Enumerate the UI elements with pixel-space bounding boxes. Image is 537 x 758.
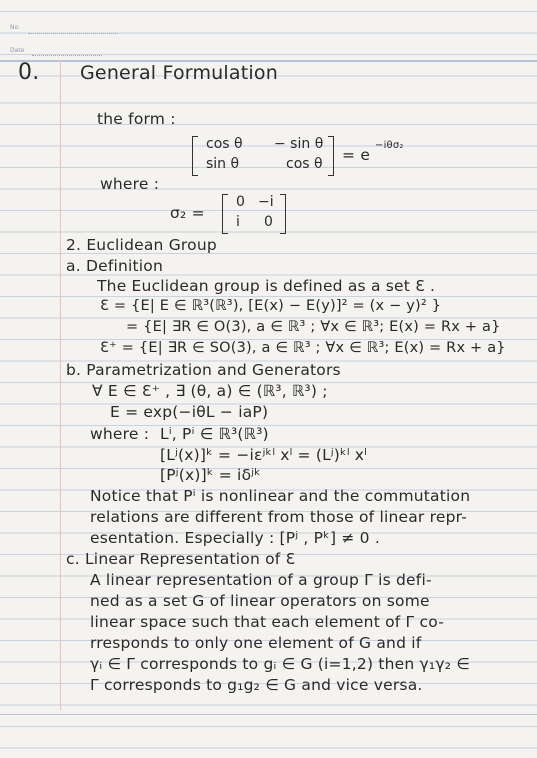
line-b3: Lⁱ, Pⁱ ∈ ℝ³(ℝ³)	[160, 425, 269, 443]
line-b7: relations are different from those of linear repr-	[90, 508, 467, 526]
heading-linear-representation: c. Linear Representation of Ɛ	[66, 550, 296, 568]
line-b6: Notice that Pⁱ is nonlinear and the commutation	[90, 487, 471, 505]
matrix1-left-bracket	[192, 136, 198, 176]
heading-parametrization: b. Parametrization and Generators	[66, 361, 341, 379]
matrix2-d: 0	[264, 214, 273, 230]
line-a3: = {E| ∃R ∈ O(3), a ∈ ℝ³ ; ∀x ∈ ℝ³; E(x) = Rx + a}	[126, 319, 501, 335]
no-underline	[28, 33, 118, 34]
matrix1-b: − sin θ	[274, 136, 324, 152]
rhs-exponent: −iθσ₂	[375, 140, 404, 151]
line-c2: ned as a set G of linear operators on some	[90, 592, 430, 610]
matrix2-c: i	[236, 214, 240, 230]
section-title: General Formulation	[80, 62, 278, 84]
line-b3-label: where :	[90, 425, 150, 443]
matrix2-right-bracket	[280, 194, 286, 234]
line-c1: A linear representation of a group Γ is defi-	[90, 571, 432, 589]
matrix1-a: cos θ	[206, 136, 243, 152]
line-b5: [Pʲ(x)]ᵏ = iδʲᵏ	[160, 466, 261, 484]
line-c3: linear space such that each element of Γ co-	[90, 613, 445, 631]
line-a1: The Euclidean group is defined as a set Ɛ .	[97, 277, 436, 295]
section-number: 0.	[18, 60, 40, 85]
bottom-rule	[0, 714, 537, 715]
no-label: No.	[10, 24, 20, 31]
date-label: Date	[10, 47, 25, 54]
line-c6: Γ corresponds to g₁g₂ ∈ G and vice versa.	[90, 676, 423, 694]
margin-line	[60, 60, 61, 710]
line-c5: γᵢ ∈ Γ corresponds to gᵢ ∈ G (i=1,2) then γ₁γ₂ ∈	[90, 655, 470, 673]
sigma-label: σ₂ =	[170, 204, 205, 222]
line-b4: [Lʲ(x)]ᵏ = −iεʲᵏˡ xˡ = (Lʲ)ᵏˡ xˡ	[160, 446, 367, 464]
line-the-form: the form :	[97, 110, 176, 128]
heading-definition: a. Definition	[66, 257, 164, 275]
line-b1: ∀ E ∈ Ɛ⁺ , ∃ (θ, a) ∈ (ℝ³, ℝ³) ;	[92, 382, 328, 400]
line-b8: esentation. Especially : [Pʲ , Pᵏ] ≠ 0 .	[90, 529, 380, 547]
matrix1-d: cos θ	[286, 156, 323, 172]
line-c4: rresponds to only one element of G and if	[90, 634, 422, 652]
date-underline	[32, 55, 102, 56]
line-a2: Ɛ = {E| E ∈ ℝ³(ℝ³), [E(x) − E(y)]² = (x − y)² }	[100, 298, 442, 314]
matrix1-c: sin θ	[206, 156, 240, 172]
line-where-1: where :	[100, 175, 160, 193]
matrix2-b: −i	[258, 194, 274, 210]
line-a4: Ɛ⁺ = {E| ∃R ∈ SO(3), a ∈ ℝ³ ; ∀x ∈ ℝ³; E(x) = Rx + a}	[100, 340, 506, 356]
line-b2: E = exp(−iθL − iaP)	[110, 403, 269, 421]
heading-euclidean-group: 2. Euclidean Group	[66, 236, 217, 254]
matrix1-right-bracket	[328, 136, 334, 176]
matrix2-left-bracket	[222, 194, 228, 234]
matrix2-a: 0	[236, 194, 245, 210]
rhs-exponential: = e	[342, 146, 371, 164]
